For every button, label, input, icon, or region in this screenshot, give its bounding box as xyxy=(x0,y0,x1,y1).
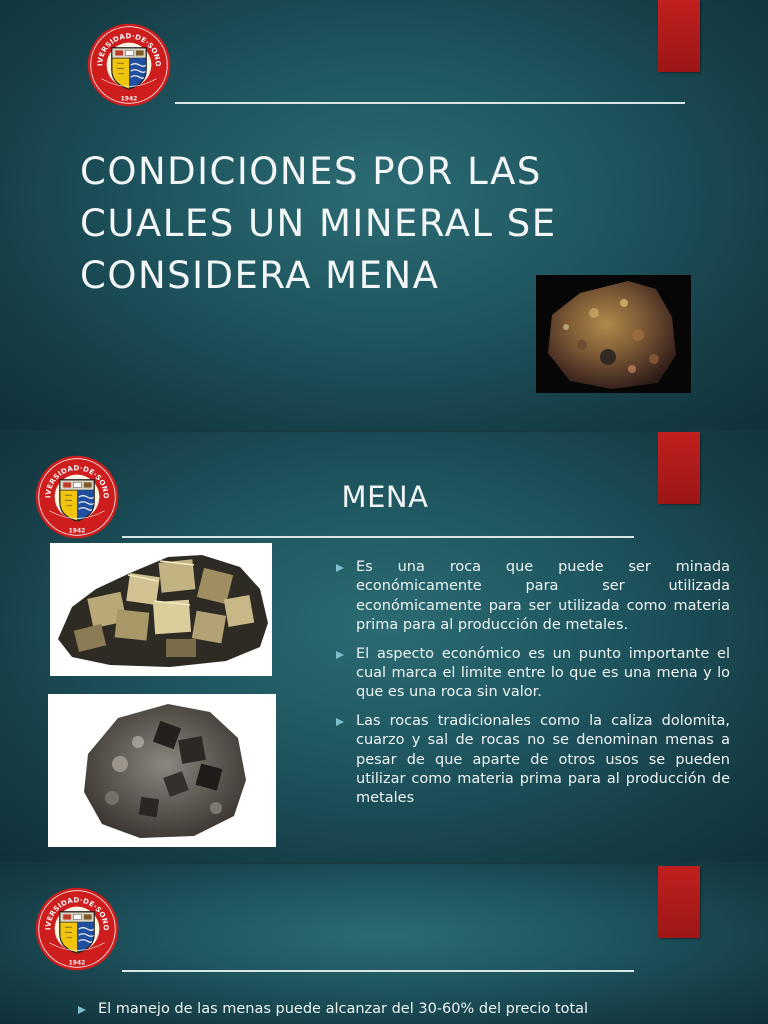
university-seal-logo xyxy=(86,22,172,108)
red-tab-decoration xyxy=(658,0,700,72)
svg-text:1942: 1942 xyxy=(68,527,86,535)
divider-line xyxy=(175,102,685,104)
bullet-arrow-icon xyxy=(78,1006,86,1014)
title-line-3: CONSIDERA MENA xyxy=(80,254,440,297)
list-item: El manejo de las menas puede alcanzar del 30-60% del precio total xyxy=(76,1000,636,1019)
university-seal-logo xyxy=(34,886,120,972)
pyrite-photo xyxy=(50,543,272,676)
bullet-list xyxy=(334,558,730,818)
bullet-arrow-icon xyxy=(336,564,344,572)
slide-mena xyxy=(0,432,768,862)
bullet-arrow-icon xyxy=(336,718,344,726)
divider-line xyxy=(122,536,634,538)
university-seal-logo xyxy=(34,454,120,540)
red-tab-decoration xyxy=(658,866,700,938)
bullet-arrow-icon xyxy=(336,651,344,659)
svg-text:UNIVERSIDAD·DE·SONORA: IVERSIDAD·DE·SONO xyxy=(43,463,111,499)
svg-text:1942: 1942 xyxy=(68,959,86,967)
page-title xyxy=(80,146,600,302)
slide-continuation xyxy=(0,864,768,1024)
mineral-photo-ore xyxy=(536,275,691,393)
title-line-1: CONDICIONES POR LAS xyxy=(80,150,542,193)
svg-text:1942: 1942 xyxy=(120,95,138,103)
bullet-list xyxy=(76,1000,636,1024)
list-item: Las rocas tradicionales como la caliza dolomita, cuarzo y sal de rocas no se denominan menas a pesar de que aparte de otros usos se pueden utilizar como materia prima para al producción de metales xyxy=(334,712,730,809)
red-tab-decoration xyxy=(658,432,700,504)
list-item: Es una roca que puede ser minada económicamente para ser utilizada económicamente para ser utilizada como materia prima para al producción de metales. xyxy=(334,558,730,636)
list-item: El aspecto económico es un punto importante el cual marca el limite entre lo que es una mena y lo que es una roca sin valor. xyxy=(334,645,730,703)
svg-text:UNIVERSIDAD·DE·SONORA: IVERSIDAD·DE·SONO xyxy=(43,895,111,931)
svg-text:UNIVERSIDAD·DE·SONORA: IVERSIDAD·DE·SONO xyxy=(95,31,163,67)
divider-line xyxy=(122,970,634,972)
slide-heading: MENA xyxy=(341,480,429,514)
title-line-2: CUALES UN MINERAL SE xyxy=(80,202,557,245)
slide-title xyxy=(0,0,768,430)
galena-photo xyxy=(48,694,276,847)
